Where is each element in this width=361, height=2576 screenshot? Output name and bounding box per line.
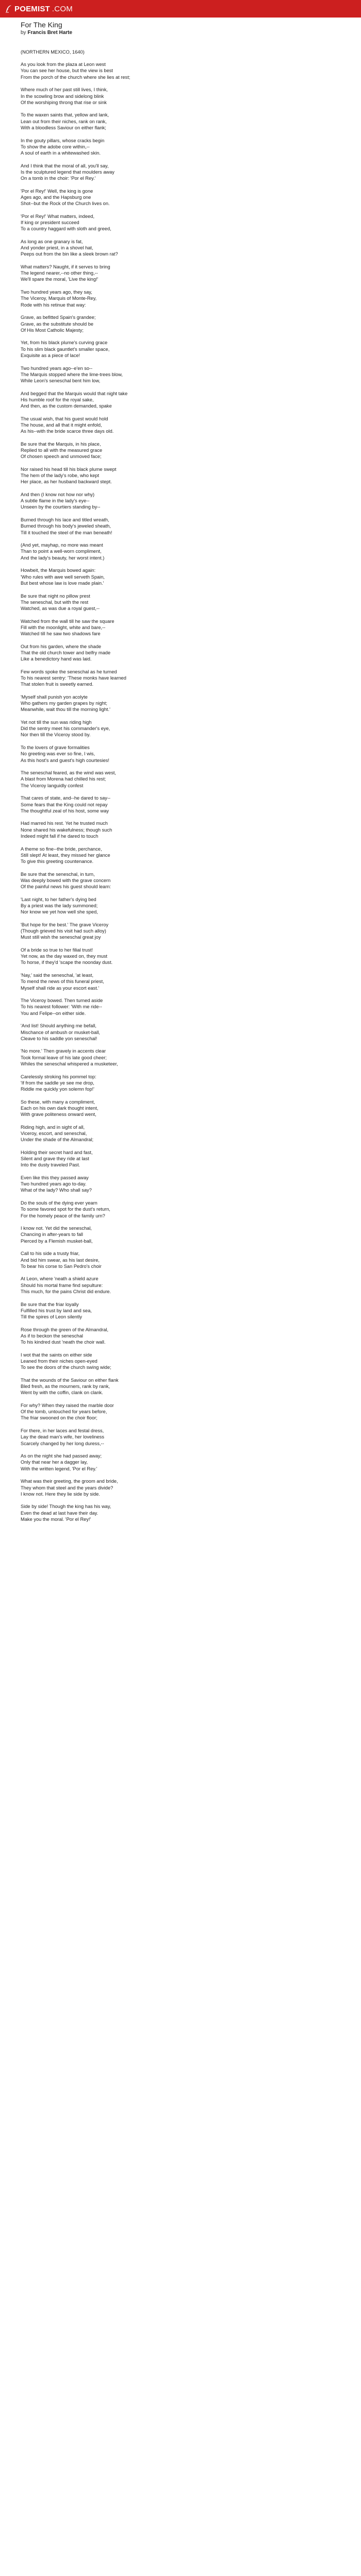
poem-line: Unseen by the courtiers standing by-- (21, 504, 101, 510)
stanza (21, 264, 340, 283)
poem-line: As this host's and guest's high courtesies! (21, 757, 110, 763)
poem-line: This much, for the pains Christ did endure. (21, 1289, 111, 1294)
stanza (21, 1124, 340, 1143)
poem-line: Yet, from his black plume's curving grace (21, 340, 108, 346)
poem-line: As long as one granary is fat, (21, 239, 83, 244)
stanza (21, 466, 340, 485)
stanza (21, 846, 340, 865)
poem-line: The Viceroy languidly confest (21, 783, 84, 788)
stanza (21, 213, 340, 232)
poem-line: 'And list! Should anything me befall, (21, 1023, 96, 1029)
author-link[interactable]: Francis Bret Harte (27, 30, 73, 36)
poem-line: That the old church tower and belfry made (21, 650, 111, 655)
poem-line: Till the spires of Leon silently (21, 1314, 83, 1319)
poem-line: Exquisite as a piece of lace! (21, 352, 80, 358)
poem-line: Whiles the seneschal whispered a musketeer, (21, 1061, 118, 1066)
stanza (21, 239, 340, 258)
poem-line: Of a bride so true to her filial trust! (21, 947, 93, 953)
poem-line: Mischance of ambush or musket-ball, (21, 1029, 100, 1035)
stanza (21, 643, 340, 663)
poem-line: The legend nearer,--no other thing,-- (21, 270, 98, 276)
poem-line: Riding high, and in sight of all, (21, 1124, 85, 1130)
stanza (21, 314, 340, 333)
stanza (21, 441, 340, 460)
stanza (21, 1099, 340, 1118)
stanza (21, 112, 340, 131)
poem-line: We'll spare the moral, 'Live the king!' (21, 277, 99, 282)
stanza (21, 1023, 340, 1042)
stanza (21, 1175, 340, 1194)
stanza (21, 1200, 340, 1219)
poem-line: Like a benedictory hand was laid. (21, 656, 92, 662)
poem-line: Some fears that the King could not repay (21, 802, 108, 807)
poem-line: As you look from the plaza at Leon west (21, 62, 106, 67)
stanza (21, 61, 340, 80)
poem-line: Burned through his lace and titled wreath, (21, 517, 109, 523)
poem-line: What matters? Naught, if it serves to bring (21, 264, 110, 270)
stanza (21, 163, 340, 182)
poem-line: Must still wish the seneschal great joy (21, 935, 101, 940)
poem-line: Meanwhile, wait thou till the morning light.' (21, 707, 110, 713)
stanza (21, 820, 340, 839)
poem-line: Nor then till the Viceroy stood by. (21, 732, 91, 738)
poem-line: None shared his wakefulness; though such (21, 827, 112, 833)
poem-line: Fill with the moonlight, white and bare,-- (21, 624, 106, 630)
poem-line: Watched, as was due a royal guest,-- (21, 605, 100, 611)
poem-line: Side by side! Though the king has his way, (21, 1504, 111, 1510)
poem-line: (Though grieved his visit had such alloy) (21, 928, 106, 934)
poem-line: Riddle me quickly yon solemn fop!' (21, 1086, 94, 1092)
poem-line: Under the shade of the Almandral; (21, 1137, 94, 1143)
brand-name: POEMIST (14, 4, 50, 13)
poem-line: Leaned from their niches open-eyed (21, 1358, 97, 1364)
poem-line: They whom that steel and the years divide? (21, 1485, 113, 1490)
stanza (21, 289, 340, 308)
poem-line: Rose through the green of the Almandral, (21, 1327, 109, 1332)
poem-line: On a tomb in the choir: 'Por el Rey.' (21, 176, 96, 181)
poem-line: Out from his garden, where the shade (21, 643, 102, 649)
poem-line: The seneschal, but with the rest (21, 599, 89, 605)
poem-line: The seneschal feared, as the wind was west, (21, 770, 117, 776)
poem-line: That the wounds of the Saviour on either flank (21, 1377, 119, 1383)
poem-line: Lean out from their niches, rank on rank, (21, 118, 107, 124)
poem-line: While Leon's seneschal bent him low, (21, 378, 101, 383)
poem-line: Should his mortal frame find sepulture: (21, 1282, 103, 1288)
poem-line: For there, in her laces and festal dress, (21, 1428, 104, 1434)
poem-line: Chancing in after-years to fall (21, 1232, 83, 1238)
poem-line: To his nearest follower: 'With me ride-- (21, 1004, 102, 1010)
poem-line: To give this greeting countenance. (21, 859, 94, 864)
poem-line: What of the lady? Who shall say? (21, 1188, 92, 1193)
stanza (21, 1149, 340, 1168)
poem-line: To his kindred dust 'neath the choir wall. (21, 1340, 106, 1345)
stanza (21, 1301, 340, 1320)
poem-title: For The King (21, 21, 62, 29)
poem-line: Her place, as her husband backward stept. (21, 479, 112, 485)
poem-line: From the porch of the church where she lies at rest; (21, 74, 130, 80)
poem-line: Nor know we yet how well she sped, (21, 909, 98, 915)
stanza-list (21, 61, 340, 1522)
poem-line: To a country haggard with sloth and greed, (21, 226, 111, 232)
poem-line: A theme so fine--the bride, perchance, (21, 846, 102, 852)
poem-line: For the homely peace of the family urn? (21, 1213, 105, 1218)
poem-line: 'Last night, to her father's dying bed (21, 896, 96, 902)
poem-line: The hem of the lady's robe, who kept (21, 473, 100, 479)
poem-line: 'Por el Rey!' Well, the king is gone (21, 188, 93, 194)
poem-line: Scarcely changed by her long duress,-- (21, 1440, 104, 1446)
stanza (21, 492, 340, 511)
poem-line: 'But hope for the best.' The grave Viceroy (21, 922, 109, 927)
poem-line: No greeting was ever so fine, I wis, (21, 751, 95, 757)
poem-line: As on the night she had passed away; (21, 1453, 102, 1459)
stanza (21, 618, 340, 637)
poem-line: Indeed might fall if he dared to touch (21, 833, 99, 839)
site-header (0, 0, 361, 18)
poem-line: With the written legend, 'Por el Rey.' (21, 1466, 97, 1471)
poem-line: That cares of state, and--he dared to say-- (21, 795, 111, 801)
poem-line: Be sure that the seneschal, in turn, (21, 871, 95, 877)
poem-line: Bled fresh, as the mourners, rank by rank, (21, 1384, 110, 1389)
poem-line: 'No more.' Then gravely in accents clear (21, 1048, 106, 1054)
poem-line: And then, as the custom demanded, spake (21, 403, 112, 409)
poem-line: Be sure that night no pillow prest (21, 593, 90, 599)
poem-line: Call to his side a trusty friar, (21, 1251, 80, 1257)
poem-line: I wot that the saints on either side (21, 1352, 92, 1358)
poem-line: The Viceroy bowed. Then turned aside (21, 998, 103, 1004)
poem-line: Pierced by a Flemish musket-ball, (21, 1238, 93, 1244)
poem-line: With a bloodless Saviour on either flank; (21, 125, 106, 130)
poem-line: To bear his corse to San Pedro's choir (21, 1263, 102, 1269)
poem-line: You can see her house, but the view is best (21, 68, 113, 74)
poem-line: If king or president succeed (21, 220, 79, 226)
poem-line: Make you the moral. 'Por el Rey!' (21, 1516, 91, 1522)
poem-line: Two hundred years ago to-day. (21, 1181, 87, 1187)
stanza (21, 87, 340, 106)
stanza (21, 871, 340, 890)
poem-line: 'Por el Rey!' What matters, indeed, (21, 213, 95, 219)
stanza (21, 567, 340, 586)
poem-line: Till it touched the steel of the man beneath! (21, 530, 112, 535)
poem-line: 'If from the saddle ye see me drop, (21, 1080, 94, 1086)
poem-line: Yet not till the sun was riding high (21, 720, 92, 725)
poem-line: Was deeply bowed with the grave concern (21, 877, 111, 883)
poem-line: Fulfilled his trust by land and sea, (21, 1308, 92, 1313)
stanza (21, 947, 340, 966)
poem-line: You and Felipe--on either side. (21, 1010, 86, 1016)
poem-line: His humble roof for the royal sake, (21, 397, 94, 402)
poem-line: Went by with the coffin, clank on clank. (21, 1390, 103, 1396)
poem-line: To his slim black gauntlet's smaller space, (21, 346, 110, 352)
poem-line: Peeps out from the bin like a sleek brown rat? (21, 251, 118, 257)
poem-line: Each on his own dark thought intent, (21, 1105, 99, 1111)
poem-line: Cleave to his saddle yon seneschal! (21, 1036, 97, 1041)
poem-line: Be sure that the friar loyally (21, 1301, 79, 1307)
poem-line: Into the dusty traveled Past. (21, 1162, 80, 1168)
stanza (21, 669, 340, 688)
poem-line: Of the worshiping throng that rise or sink (21, 99, 107, 105)
poem-line: As his--with the bride scarce three days old. (21, 429, 114, 434)
poem-line: The Marquis stopped where the lime-trees blow, (21, 371, 123, 377)
poem-line: Rode with his retinue that way: (21, 302, 86, 308)
by-label: by (21, 30, 26, 36)
stanza (21, 1048, 340, 1067)
poem-line: A soul of earth in a whitewashed skin. (21, 150, 101, 156)
stanza (21, 1225, 340, 1244)
poem-line: To the lovers of grave formalities (21, 745, 90, 751)
poem-line: Grave, as befitted Spain's grandee; (21, 315, 96, 320)
poem-line: And the lady's beauty, her worst intent.) (21, 555, 105, 561)
poem-line: Even like this they passed away (21, 1175, 89, 1181)
stanza (21, 391, 340, 410)
poem-line: Of chosen speech and unmoved face; (21, 454, 102, 460)
poem-line: To the waxen saints that, yellow and lank, (21, 112, 109, 118)
poem-line: The friar swooned on the choir floor; (21, 1415, 97, 1421)
poem-line: I know not. Here they lie side by side. (21, 1491, 100, 1497)
stanza (21, 1276, 340, 1295)
stanza (21, 1327, 340, 1346)
poem-line: That stolen fruit is sweetly earned. (21, 682, 94, 687)
poem-line: I know not. Yet did the seneschal, (21, 1226, 92, 1231)
stanza (21, 416, 340, 435)
poem-line: And then (I know not how nor why) (21, 492, 95, 498)
poem-line: The Viceroy, Marquis of Monte-Rey, (21, 296, 97, 301)
poem-line: And yonder priest, in a shovel hat, (21, 245, 93, 251)
stanza (21, 1478, 340, 1497)
poem-line: Two hundred years ago, they say, (21, 290, 92, 295)
poem-line: 'Myself shall punish yon acolyte (21, 694, 88, 700)
poem-line: In the gouty pillars, whose cracks begin (21, 138, 105, 143)
poem-line: Even the dead at last have their day. (21, 1510, 99, 1516)
poem-line: Nor raised his head till his black plume swept (21, 466, 117, 472)
stanza (21, 922, 340, 941)
quill-icon (5, 5, 12, 13)
poem-line: Did the sentry meet his commander's eye, (21, 726, 110, 732)
poem-line: Of the tomb, untouched for years before, (21, 1409, 107, 1415)
stanza (21, 997, 340, 1016)
stanza (21, 795, 340, 814)
poem-line: And bid him swear, as his last desire, (21, 1257, 100, 1263)
poem-line: Burned through his body's jeweled sheath, (21, 523, 111, 529)
stanza (21, 1428, 340, 1447)
stanza (21, 542, 340, 561)
poem-line: Grave, as the substitute should be (21, 321, 94, 327)
poem-line: By a priest was the lady summoned; (21, 903, 98, 909)
stanza (21, 1250, 340, 1269)
poem-line: And I think that the moral of all, you'll say, (21, 163, 109, 168)
poem-line: In the scowling brow and sidelong blink (21, 93, 104, 99)
poem-line: Of the painful news his guest should learn: (21, 884, 111, 890)
stanza (21, 1503, 340, 1522)
poem-body (21, 49, 340, 1522)
stanza (21, 972, 340, 991)
poem-line: Watched till he saw two shadows fare (21, 631, 101, 637)
poem-line: What was their greeting, the groom and bride, (21, 1479, 118, 1484)
stanza (21, 517, 340, 536)
poem-line: The house, and all that it might enfold, (21, 422, 102, 428)
poem-line: For why? When they raised the marble door (21, 1403, 114, 1408)
site-logo[interactable] (5, 5, 73, 13)
poem-line: Watched from the wall till he saw the square (21, 618, 114, 624)
poem-line: Than to point a well-worn compliment, (21, 549, 102, 554)
stanza (21, 1402, 340, 1421)
poem-line: Myself shall ride as your escort east.' (21, 985, 100, 991)
poem-line: 'Nay,' said the seneschal, 'at least, (21, 973, 94, 978)
poem-line: And begged that the Marquis would that night take (21, 391, 128, 396)
poem-line: Few words spoke the seneschal as he turned (21, 669, 117, 674)
poem-line: Holding their secret hard and fast, (21, 1149, 93, 1155)
poem-line: To horse, if they'd 'scape the noonday dust. (21, 960, 113, 965)
stanza (21, 593, 340, 612)
poem-line: Of His Most Catholic Majesty; (21, 327, 84, 333)
poem-line: 'Who rules with awe well serveth Spain, (21, 574, 105, 580)
poem-line: At Leon, where 'neath a shield azure (21, 1276, 99, 1282)
poem-line: To his nearest sentry: 'These monks have learned (21, 675, 126, 681)
poem-line: To see the doors of the church swing wide; (21, 1365, 111, 1370)
poem-line: Had marred his rest. Yet he trusted much (21, 821, 108, 826)
poem-line: (And yet, mayhap, no more was meant (21, 543, 103, 548)
poem-line: Silent and grave they ride at last (21, 1156, 89, 1162)
stanza (21, 896, 340, 916)
stanza (21, 138, 340, 157)
stanza (21, 694, 340, 713)
stanza (21, 340, 340, 359)
byline (21, 30, 340, 36)
poem-line: Two hundred years ago--e'en so-- (21, 365, 93, 371)
poem-line: Is the sculptured legend that moulders away (21, 169, 114, 175)
poem-page (0, 18, 361, 1522)
poem-line: Ages ago, and the Hapsburg one (21, 194, 91, 200)
poem-line: Only that near her a dagger lay, (21, 1460, 88, 1465)
stanza (21, 1377, 340, 1396)
stanza (21, 1453, 340, 1472)
stanza (21, 365, 340, 384)
poem-line: Where much of her past still lives, I think, (21, 87, 108, 93)
stanza (21, 1074, 340, 1093)
poem-line: As if to beckon the seneschal (21, 1333, 83, 1338)
poem-line: Viceroy, escort, and seneschal, (21, 1131, 87, 1136)
poem-line: The thoughtful zeal of his host, some way (21, 808, 109, 814)
poem-line: The usual wish, that his guest would hold (21, 416, 108, 421)
poem-line: A blast from Morena had chilled his rest; (21, 776, 106, 782)
poem-line: But best whose law is love made plain.' (21, 580, 104, 586)
stanza (21, 744, 340, 764)
poem-line: So these, with many a compliment, (21, 1099, 95, 1105)
poem-line: Yet now, as the day waxed on, they must (21, 954, 108, 959)
poem-line: To some favored spot for the dust's return, (21, 1207, 110, 1212)
poem-line: With grave politeness onward went, (21, 1112, 96, 1117)
poem-line: Be sure that the Marquis, in his place, (21, 441, 101, 447)
poem-line: Carelessly stroking his pommel top: (21, 1074, 96, 1079)
brand-suffix: .COM (52, 4, 73, 13)
stanza (21, 770, 340, 789)
poem-line: Shot--but the Rock of the Church lives on. (21, 201, 110, 207)
poem-subtitle: (NORTHERN MEXICO, 1640) (21, 49, 85, 55)
poem-line: To mend the news of this funeral priest, (21, 979, 104, 985)
poem-line: Howbeit, the Marquis bowed again: (21, 568, 96, 573)
poem-line: Who gathers my garden grapes by night; (21, 701, 107, 706)
poem-line: To show the adobe core within,-- (21, 144, 90, 149)
poem-line: Took formal leave of his late good cheer; (21, 1055, 107, 1060)
poem-line: Replied to all with the measured grace (21, 448, 103, 453)
stanza (21, 188, 340, 207)
stanza (21, 719, 340, 738)
poem-line: Lay the dead man's wife, her loveliness (21, 1434, 104, 1440)
poem-line: Still slept! At least, they missed her glance (21, 852, 110, 858)
poem-line: A subtle flame in the lady's eye-- (21, 498, 90, 504)
stanza (21, 1352, 340, 1371)
poem-line: Do the souls of the dying ever yearn (21, 1200, 97, 1206)
